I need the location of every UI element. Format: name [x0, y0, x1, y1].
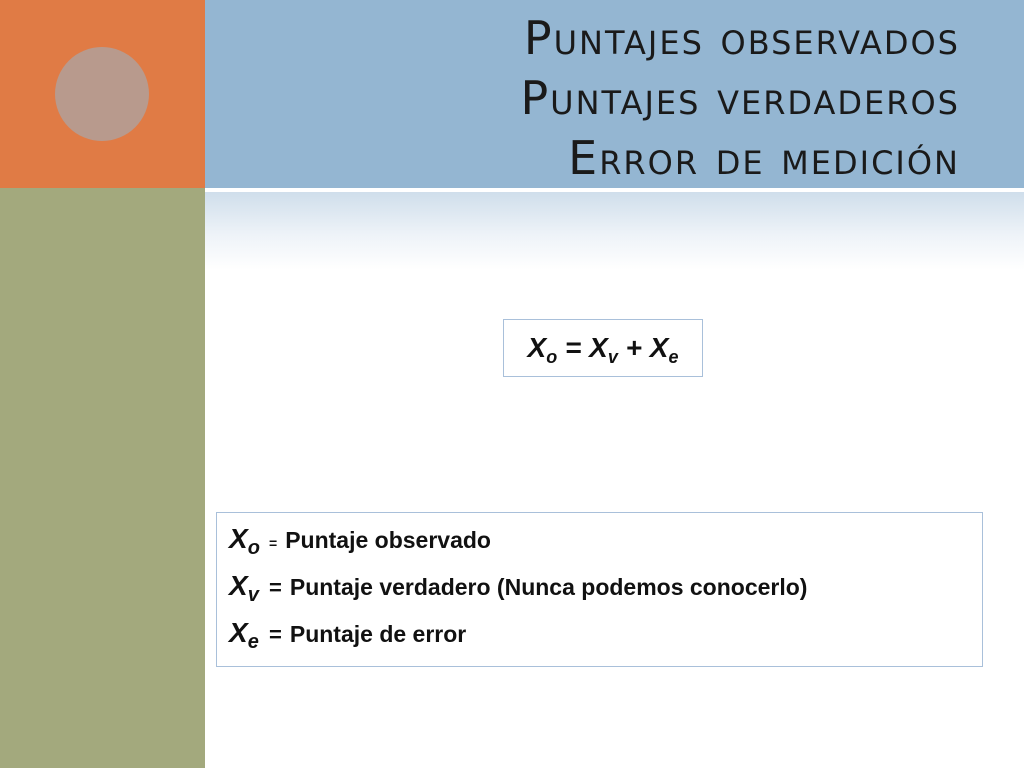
symbol-subscript: o [247, 537, 260, 559]
green-side-strip [0, 188, 205, 768]
title-line-3: Error de medición [568, 131, 960, 185]
definition-text-error: Puntaje de error [289, 621, 467, 647]
formula-term-2: X [649, 332, 669, 363]
slide-title [520, 8, 960, 188]
formula-plus: + [625, 332, 642, 363]
equals-sign: = [269, 622, 282, 647]
symbol-letter: X [229, 570, 248, 601]
definitions-box [216, 512, 983, 667]
formula-term-2-sub: e [668, 347, 679, 367]
title-line-2: Puntajes verdaderos [520, 71, 960, 125]
equals-sign: = [269, 535, 278, 551]
definition-text-true: Puntaje verdadero (Nunca podemos conocerlo) [289, 574, 808, 600]
symbol-letter: X [229, 617, 248, 648]
equals-sign: = [269, 575, 282, 600]
formula-box [503, 319, 703, 377]
gradient-fade [205, 192, 1024, 270]
symbol-subscript: v [247, 584, 259, 606]
decorative-circle [55, 47, 149, 141]
definition-row-true [229, 570, 982, 617]
title-line-1: Puntajes observados [523, 11, 960, 65]
formula-term-1-sub: v [607, 347, 618, 367]
formula-term-1: X [589, 332, 608, 363]
symbol-error [229, 617, 269, 653]
definition-text-observed: Puntaje observado [285, 527, 491, 553]
symbol-letter: X [229, 523, 248, 554]
definition-row-observed [229, 523, 982, 570]
formula-lhs: X [527, 332, 547, 363]
symbol-true [229, 570, 269, 606]
definition-row-error [229, 617, 982, 664]
formula-lhs-sub: o [546, 347, 558, 367]
formula-equals: = [565, 332, 582, 363]
formula [527, 332, 679, 367]
symbol-subscript: e [247, 631, 259, 653]
symbol-observed [229, 523, 269, 559]
